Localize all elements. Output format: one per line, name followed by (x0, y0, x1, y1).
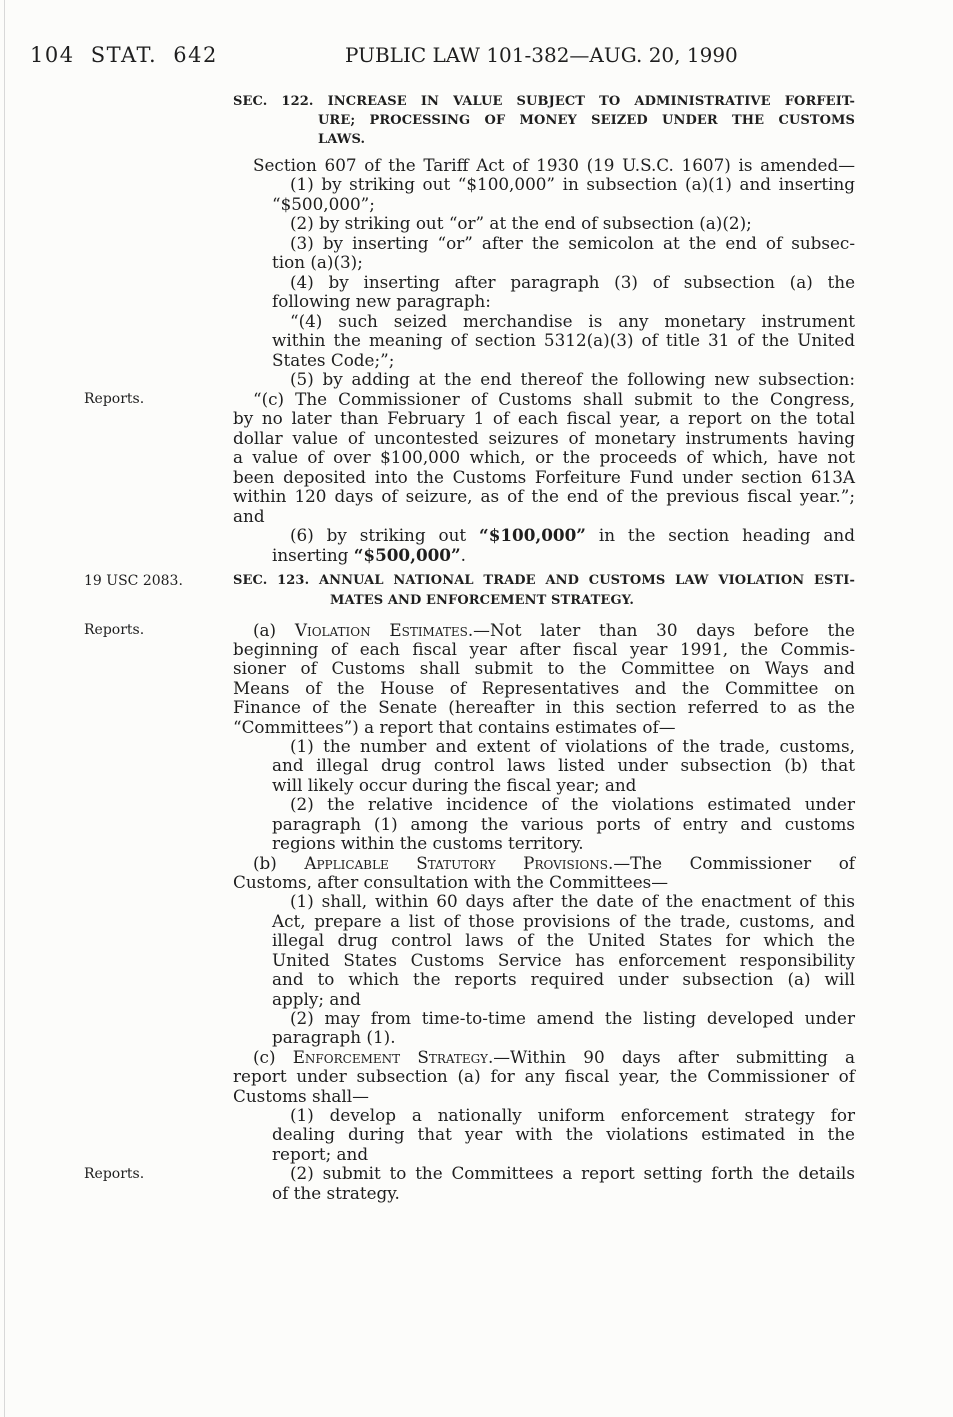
sec-123-body (0, 621, 953, 1204)
body-line: and (233, 505, 265, 526)
body-line: (3) by inserting “or” after the semicolon at the end of subsec- (290, 232, 855, 253)
body-line: Customs, after consultation with the Committees— (233, 871, 669, 892)
body-line: “Committees”) a report that contains estimates of— (233, 716, 676, 737)
section-heading-line: MATES AND ENFORCEMENT STRATEGY. (330, 593, 634, 608)
body-line: by no later than February 1 of each fiscal year, a report on the total (233, 408, 855, 428)
text-run: .—Not later than 30 days before the (467, 619, 855, 640)
body-line: (1) by striking out “$100,000” in subsection (a)(1) and inserting (290, 174, 855, 194)
section-heading-line: SEC. 123. ANNUAL NATIONAL TRADE AND CUSTOMS LAW VIOLATION ESTI- (233, 573, 855, 588)
text-run: (b) (253, 852, 305, 873)
body-line: paragraph (1) among the various ports of entry and customs (272, 813, 855, 834)
body-line: States Code;”; (272, 349, 395, 370)
body-line: a value of over $100,000 which, or the proceeds of which, have not (233, 447, 855, 467)
body-line: “(c) The Commissioner of Customs shall submit to the Congress, (253, 388, 855, 409)
body-line: report; and (272, 1143, 369, 1164)
body-line: (2) the relative incidence of the violations estimated under (290, 794, 855, 815)
body-line (290, 526, 855, 546)
sec-123-heading (0, 571, 953, 611)
body-line: regions within the customs territory. (272, 833, 584, 854)
subsection-caption: Enforcement Strategy (292, 1046, 488, 1067)
body-line: (1) shall, within 60 days after the date of the enactment of this (290, 891, 855, 912)
body-line: and illegal drug control laws listed under subsection (b) that (272, 755, 855, 776)
statute-page-number: 104 STAT. 642 (30, 43, 218, 67)
text-run: (a) (253, 619, 295, 640)
body-line: of the strategy. (272, 1182, 400, 1203)
body-line: beginning of each fiscal year after fiscal year 1991, the Commis- (233, 638, 855, 659)
body-line (253, 854, 855, 873)
body-line: (2) by striking out “or” at the end of subsection (a)(2); (290, 213, 752, 233)
body-line: Section 607 of the Tariff Act of 1930 (19 U.S.C. 1607) is amended— (253, 154, 855, 175)
text-run: inserting (272, 544, 354, 565)
text-run: .—Within 90 days after submitting a (487, 1046, 856, 1067)
section-heading-line: LAWS. (318, 131, 366, 147)
body-line (272, 546, 855, 566)
bold-amount: “$500,000” (353, 544, 461, 565)
sec-122-heading (0, 92, 953, 149)
body-line (253, 621, 855, 640)
body-line: (2) may from time-to-time amend the listing developed under (290, 1007, 855, 1028)
body-line: sioner of Customs shall submit to the Committee on Ways and (233, 658, 855, 679)
margin-note-reports: Reports. (84, 391, 145, 407)
subsection-caption: Violation Estimates (294, 619, 468, 640)
body-line: been deposited into the Customs Forfeiture Fund under section 613A (233, 466, 855, 487)
margin-note-reports: Reports. (84, 622, 145, 638)
body-line: “$500,000”; (272, 193, 375, 214)
subsection-caption: Applicable Statutory Provisions (304, 852, 609, 873)
sec-122-body (0, 156, 953, 566)
body-line: (2) submit to the Committees a report setting forth the details (290, 1163, 855, 1184)
body-line: tion (a)(3); (272, 252, 363, 272)
body-line: paragraph (1). (272, 1027, 396, 1048)
body-line: dealing during that year with the violations estimated in the (272, 1124, 855, 1145)
section-heading-line: URE; PROCESSING OF MONEY SEIZED UNDER THE CUSTOMS (318, 112, 855, 128)
section-heading-line: SEC. 122. INCREASE IN VALUE SUBJECT TO ADMINISTRATIVE FORFEIT- (233, 93, 855, 109)
margin-note-reports: Reports. (84, 1166, 145, 1182)
body-line: (5) by adding at the end thereof the following new subsection: (290, 369, 855, 389)
body-line: United States Customs Service has enforcement responsibility (272, 949, 855, 970)
body-line: “(4) such seized merchandise is any monetary instrument (290, 310, 855, 331)
body-line: Finance of the Senate (hereafter in this section referred to as the (233, 697, 855, 718)
public-law-title: PUBLIC LAW 101-382—AUG. 20, 1990 (345, 43, 738, 67)
text-run: in the section heading and (585, 525, 855, 545)
body-line: following new paragraph: (272, 291, 491, 311)
body-line: dollar value of uncontested seizures of monetary instruments having (233, 427, 855, 448)
body-line: within 120 days of seizure, as of the end of the previous fiscal year.”; (233, 486, 855, 506)
margin-note-usc-citation: 19 USC 2083. (84, 573, 183, 589)
text-run: . (460, 544, 466, 565)
body-line: report under subsection (a) for any fiscal year, the Commissioner of (233, 1066, 855, 1087)
body-line: Means of the House of Representatives and the Committee on (233, 677, 855, 698)
text-run: (6) by striking out (290, 525, 480, 545)
body-line: Act, prepare a list of those provisions of the trade, customs, and (272, 910, 855, 931)
body-line: illegal drug control laws of the United States for which the (272, 930, 855, 951)
body-line: Customs shall— (233, 1085, 369, 1106)
bold-amount: “$100,000” (479, 525, 586, 545)
body-line (253, 1048, 855, 1067)
body-line: will likely occur during the fiscal year; and (272, 774, 637, 795)
text-run: .—The Commissioner of (608, 852, 856, 873)
body-line: apply; and (272, 988, 361, 1009)
running-header (0, 42, 953, 68)
body-line: within the meaning of section 5312(a)(3) of title 31 of the United (272, 330, 855, 350)
body-line: (1) the number and extent of violations of the trade, customs, (290, 736, 855, 757)
text-run: (c) (253, 1046, 293, 1067)
body-line: and to which the reports required under subsection (a) will (272, 969, 855, 990)
body-line: (1) develop a nationally uniform enforcement strategy for (290, 1105, 855, 1126)
body-line: (4) by inserting after paragraph (3) of subsection (a) the (290, 271, 855, 292)
